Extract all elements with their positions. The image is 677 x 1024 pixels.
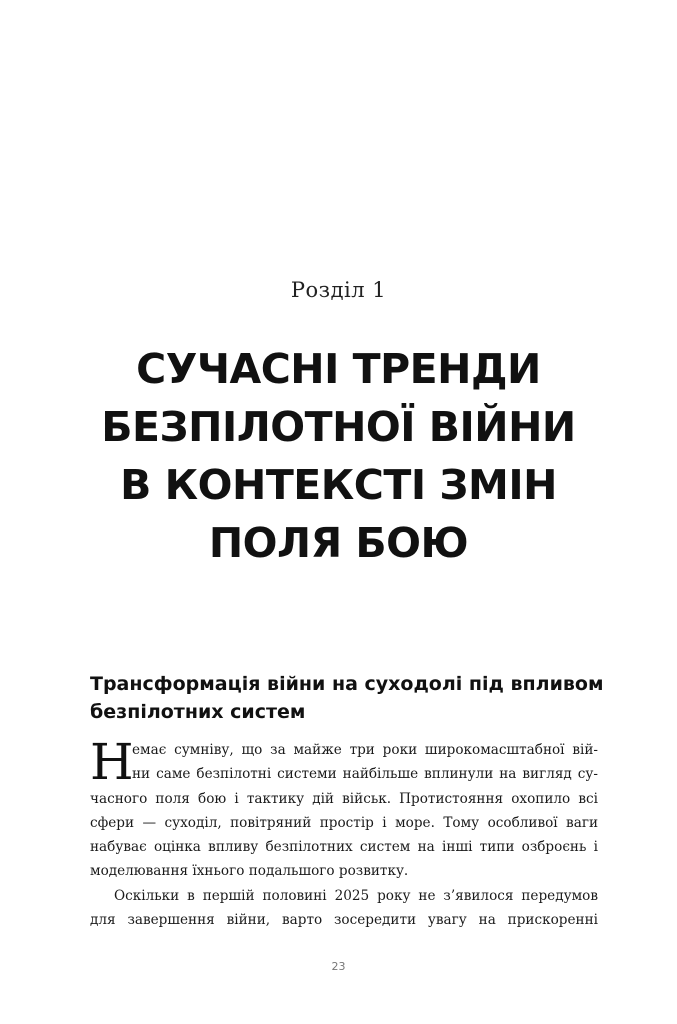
section-heading-line: безпілотних систем	[90, 701, 306, 723]
chapter-title-line: ПОЛЯ БОЮ	[208, 519, 469, 567]
drop-cap: Н	[90, 733, 134, 791]
text-line: часного поля бою і тактику дій військ. Протистояння охопило всі	[90, 790, 598, 807]
body-text	[90, 733, 598, 932]
chapter-title	[60, 340, 617, 572]
text-line: моделювання їхнього подальшого розвитку.	[90, 863, 409, 880]
section-heading	[90, 670, 610, 726]
text-line: ни саме безпілотні системи найбільше вплинули на вигляд су-	[132, 766, 598, 783]
page-number: 23	[331, 960, 346, 973]
chapter-label: Розділ 1	[290, 278, 387, 302]
section-heading-line: Трансформація війни на суходолі під впливом	[90, 673, 604, 695]
paragraph-1	[90, 733, 598, 884]
paragraph-2	[90, 884, 598, 933]
text-line: сфери — суходіл, повітряний простір і море. Тому особливої ваги	[90, 814, 598, 831]
chapter-title-line: СУЧАСНІ ТРЕНДИ	[136, 345, 541, 393]
chapter-title-line: В КОНТЕКСТІ ЗМІН	[120, 461, 557, 509]
text-line: для завершення війни, варто зосередити увагу на прискоренні	[90, 912, 598, 929]
text-line: емає сумніву, що за майже три роки широкомасштабної вій-	[132, 742, 598, 758]
text-line: набуває оцінка впливу безпілотних систем на інші типи озброєнь і	[90, 839, 598, 856]
text-line: Оскільки в першій половині 2025 року не з’явилося передумов	[114, 887, 598, 904]
chapter-title-line: БЕЗПІЛОТНОЇ ВІЙНИ	[101, 403, 576, 451]
